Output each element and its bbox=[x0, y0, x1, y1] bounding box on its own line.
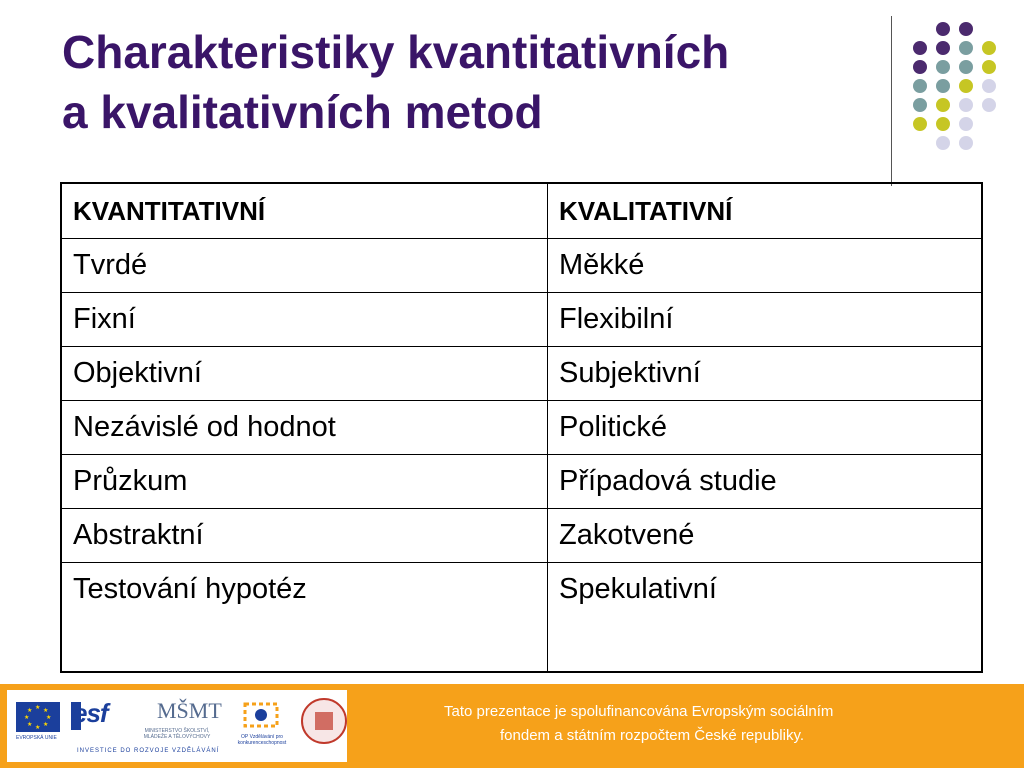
decor-dot bbox=[982, 41, 996, 55]
cell-qualitative: Subjektivní bbox=[548, 347, 983, 401]
decor-dot bbox=[936, 79, 950, 93]
cell-quantitative: Fixní bbox=[61, 293, 548, 347]
msmt-logo: MŠMT bbox=[157, 698, 222, 723]
decor-dot bbox=[913, 117, 927, 131]
footer-banner bbox=[0, 684, 1024, 768]
title-line-2: a kvalitativních metod bbox=[62, 86, 543, 138]
decor-dot bbox=[959, 98, 973, 112]
eu-flag-icon: ★ ★ ★ ★ ★ ★ ★ ★ bbox=[16, 702, 60, 732]
table-row bbox=[61, 239, 982, 293]
cell-quantitative: Testování hypotéz bbox=[61, 563, 548, 673]
decor-dot bbox=[913, 60, 927, 74]
decor-vertical-line bbox=[891, 16, 892, 186]
cell-quantitative: Abstraktní bbox=[61, 509, 548, 563]
op-logo-icon bbox=[239, 700, 283, 730]
footer-text-line-2: fondem a státním rozpočtem České republiky. bbox=[500, 727, 805, 744]
decor-dot bbox=[959, 22, 973, 36]
decor-dot bbox=[959, 79, 973, 93]
logo-strip bbox=[7, 690, 347, 762]
decor-dot bbox=[982, 79, 996, 93]
decor-dot bbox=[913, 98, 927, 112]
msmt-sub-label: MINISTERSTVO ŠKOLSTVÍ, MLÁDEŽE A TĚLOVÝCHOVY bbox=[143, 728, 211, 740]
seal-emblem bbox=[315, 712, 333, 730]
decor-dot bbox=[936, 41, 950, 55]
decor-dot bbox=[913, 41, 927, 55]
table-row bbox=[61, 293, 982, 347]
table-header-row bbox=[61, 183, 982, 239]
cell-qualitative: Spekulativní bbox=[548, 563, 983, 673]
decor-dot bbox=[936, 60, 950, 74]
invest-label: INVESTICE DO ROZVOJE VZDĚLÁVÁNÍ bbox=[77, 748, 220, 754]
op-sub-label: OP Vzdělávání pro konkurenceschopnost bbox=[237, 734, 287, 746]
decor-dot bbox=[936, 117, 950, 131]
cell-quantitative: Objektivní bbox=[61, 347, 548, 401]
cell-qualitative: Případová studie bbox=[548, 455, 983, 509]
comparison-table bbox=[60, 182, 983, 673]
decor-dot bbox=[959, 117, 973, 131]
esf-label: esf bbox=[73, 698, 108, 728]
table-row bbox=[61, 455, 982, 509]
decor-dot bbox=[982, 60, 996, 74]
decor-dot bbox=[959, 41, 973, 55]
decor-dot bbox=[936, 98, 950, 112]
cell-quantitative: Průzkum bbox=[61, 455, 548, 509]
decor-dot bbox=[959, 136, 973, 150]
university-seal-icon bbox=[301, 698, 347, 744]
cell-qualitative: Měkké bbox=[548, 239, 983, 293]
title-line-1: Charakteristiky kvantitativních bbox=[62, 26, 730, 78]
table-row bbox=[61, 401, 982, 455]
cell-qualitative: Flexibilní bbox=[548, 293, 983, 347]
eu-label: EVROPSKÁ UNIE bbox=[16, 735, 57, 741]
slide-title bbox=[62, 22, 882, 142]
footer-text-line-1: Tato prezentace je spolufinancována Evropským sociálním bbox=[444, 703, 834, 720]
cell-qualitative: Zakotvené bbox=[548, 509, 983, 563]
cell-quantitative: Nezávislé od hodnot bbox=[61, 401, 548, 455]
header-qualitative: KVALITATIVNÍ bbox=[548, 183, 983, 239]
decor-dot bbox=[936, 136, 950, 150]
cell-quantitative: Tvrdé bbox=[61, 239, 548, 293]
table-row bbox=[61, 509, 982, 563]
decor-dot bbox=[982, 98, 996, 112]
decor-dot bbox=[959, 60, 973, 74]
header-quantitative: KVANTITATIVNÍ bbox=[61, 183, 548, 239]
cell-qualitative: Politické bbox=[548, 401, 983, 455]
decor-dot bbox=[913, 79, 927, 93]
footer-funding-text bbox=[444, 700, 1004, 748]
table-row bbox=[61, 347, 982, 401]
decor-dot bbox=[936, 22, 950, 36]
table-row bbox=[61, 563, 982, 673]
